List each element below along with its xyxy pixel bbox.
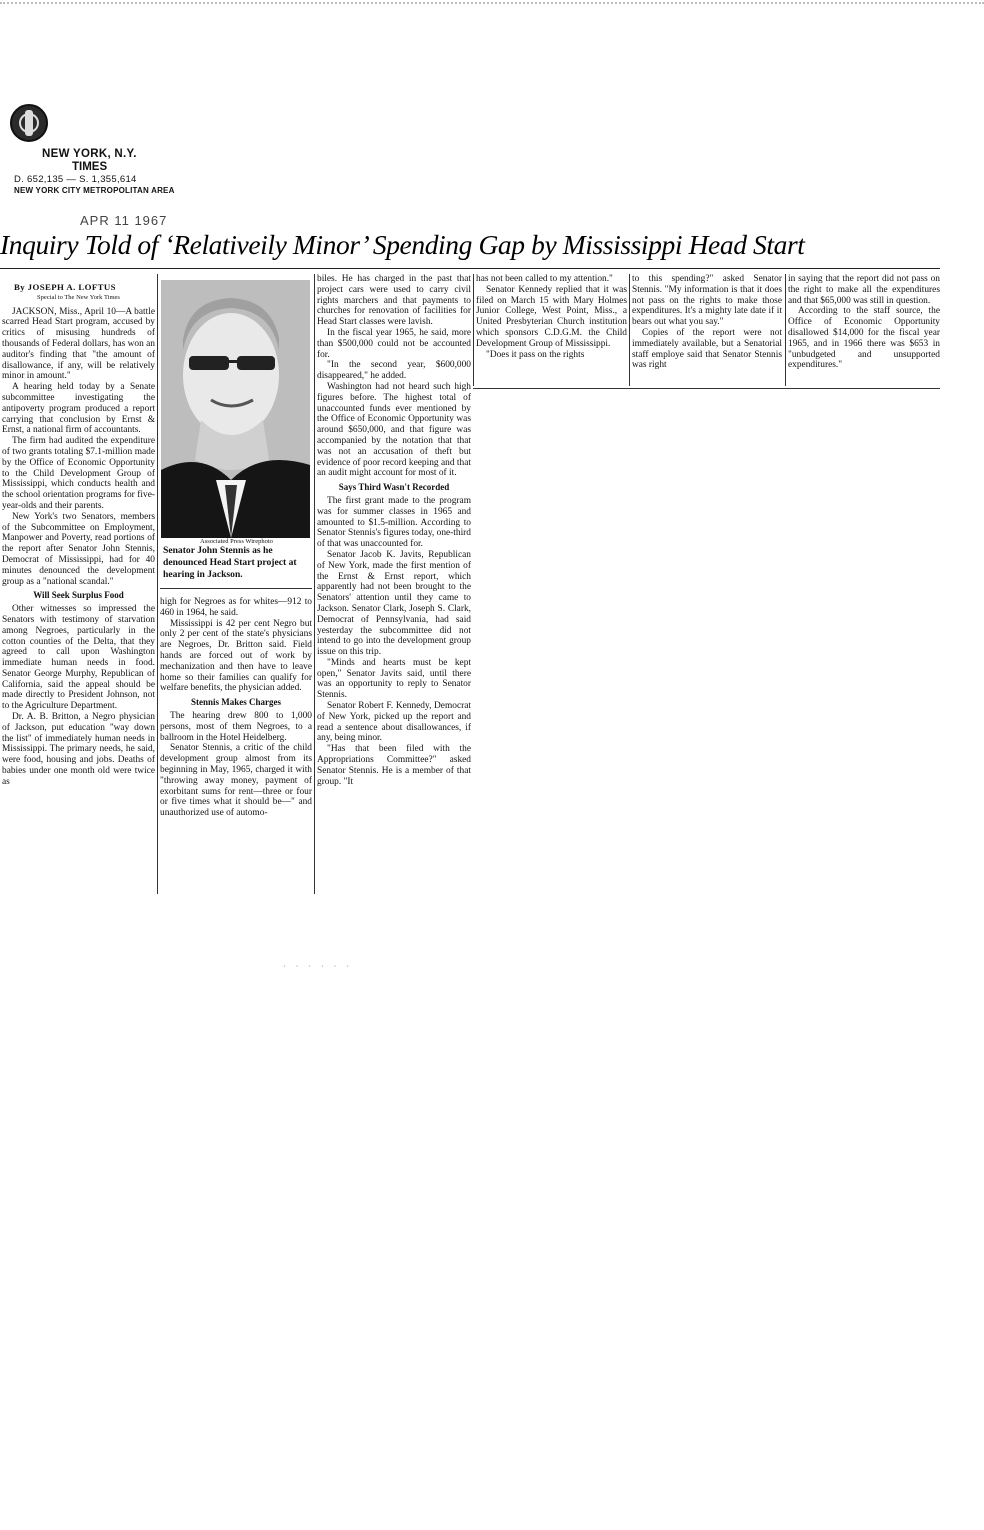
- paragraph: high for Negroes as for whites—912 to 460 in 1964, he said.: [160, 597, 312, 618]
- article-column-5: [632, 274, 782, 371]
- paragraph: The first grant made to the program was for summer classes in 1965 and amounted to $1.5-million. According to Senator Stennis's figures today, one-third of that was unaccounted for.: [317, 495, 471, 550]
- column-rule: [785, 274, 786, 386]
- column-rule: [473, 274, 474, 386]
- paragraph: The firm had audited the expenditure of two grants totaling $7.1-million made by the Office of Economic Opportunity to the Child Development Group of Mississippi, which conducts health and the school orientation programs for five-year-olds and their parents.: [2, 436, 155, 511]
- paragraph: has not been called to my attention.": [476, 274, 613, 284]
- paragraph: Senator Jacob K. Javits, Republican of New York, made the first mention of the Ernst & Ernst report, which apparently had not been brought to the Senators' attention until they came to Jackson. Senator Clark, Joseph S. Clark, Democrat of Pennsylvania, had said yesterday the subcommittee did not intend to go into the development group issue on this trip.: [317, 549, 471, 658]
- article-column-4: [476, 274, 627, 360]
- byline: By JOSEPH A. LOFTUS: [14, 282, 116, 292]
- article-column-6: [788, 274, 940, 371]
- headline-rule: [0, 268, 940, 269]
- article-column-2: [160, 597, 312, 819]
- article-column-3: [317, 274, 471, 787]
- caption-rule: [160, 588, 312, 589]
- senator-stennis-photo: [161, 280, 310, 538]
- circulation-region: NEW YORK CITY METROPOLITAN AREA: [14, 186, 175, 195]
- column-rule: [157, 274, 158, 894]
- paragraph: Senator Robert F. Kennedy, Democrat of New York, picked up the report and read a sentence about disallowances, if any, being minor.: [317, 701, 471, 744]
- paragraph: According to the staff source, the Office of Economic Opportunity disallowed $14,000 for the fiscal year 1965, and in 1966 there was $653 in "unbudgeted and unsupported expenditures.": [788, 306, 940, 371]
- paragraph: In the fiscal year 1965, he said, more than $500,000 could not be accounted for.: [317, 327, 471, 360]
- paragraph: A hearing held today by a Senate subcommittee investigating the antipoverty program produced a report carrying that conclusion by Ernst & Ernst, a national firm of accountants.: [2, 382, 155, 436]
- clipping-service-seal-icon: [10, 104, 48, 142]
- article-headline: Inquiry Told of ‘Relativeily Minor’ Spending Gap by Mississippi Head Start: [0, 229, 805, 260]
- circulation-figures: D. 652,135 — S. 1,355,614: [14, 174, 137, 185]
- page-top-dotted-edge: [0, 2, 984, 4]
- paragraph: Copies of the report were not immediately available, but a Senatorial staff employe said that Senator Stennis was right: [632, 327, 782, 371]
- column-rule: [629, 274, 630, 386]
- paragraph: Dr. A. B. Britton, a Negro physician of Jackson, put education "way down the list" of immediately human needs in Mississippi. The primary needs, he said, were food, housing and jobs. Deaths of babies under one month old were twice as: [2, 712, 155, 787]
- portrait-illustration: [161, 280, 310, 538]
- date-stamp: APR 11 1967: [80, 213, 168, 228]
- paragraph: Senator Stennis, a critic of the child development group almost from its beginning in May, 1965, charged it with "throwing away money, payment of exorbitant sums for rent—three or four or five times what it should be—" and unauthorized use of automo-: [160, 743, 312, 819]
- paragraph: in saying that the report did not pass on the right to make all the expenditures and that $65,000 was still in question.: [788, 274, 940, 306]
- publication-name: NEW YORK, N.Y.: [42, 148, 137, 160]
- paragraph: "Minds and hearts must be kept open," Senator Javits said, until there was an opportunity to reply to Senator Stennis.: [317, 657, 471, 701]
- column-rule: [314, 274, 315, 894]
- paragraph: JACKSON, Miss., April 10—A battle scarred Head Start program, accused by critics of misusing hundreds of thousands of Federal dollars, has won an auditor's finding that "the amount of disallowance, if any, will be relatively minor in amount.": [2, 306, 155, 382]
- paragraph: The hearing drew 800 to 1,000 persons, most of them Negroes, to a ballroom in the Hotel Heidelberg.: [160, 710, 312, 743]
- publication-subtitle: TIMES: [72, 161, 108, 173]
- byline-note: Special to The New York Times: [37, 293, 120, 301]
- subhead: Says Third Wasn't Recorded: [338, 482, 450, 493]
- subhead: Stennis Makes Charges: [190, 697, 281, 708]
- scan-specks: · · · · · ·: [283, 962, 353, 971]
- photo-credit: Associated Press Wirephoto: [200, 538, 273, 545]
- paragraph: Mississippi is 42 per cent Negro but only 2 per cent of the state's physicians are Negroes, Dr. Britton said. Field hands are forced out of work by mechanization and then have to leave home so their families can qualify for welfare benefits, the physician added.: [160, 618, 312, 694]
- paragraph: Washington had not heard such high figures before. The highest total of unaccounted funds ever mentioned by the Office of Economic Opportunity was around $650,000, and that figure was accompanied by the notation that that was not an accusation of theft but evidence of poor record keeping and that an audit might account for most of it.: [317, 381, 471, 479]
- paragraph: "Has that been filed with the Appropriations Committee?" asked Senator Stennis. He is a member of that group. "It: [317, 744, 471, 787]
- paragraph: "In the second year, $600,000 disappeared," he added.: [317, 360, 471, 382]
- subhead: Will Seek Surplus Food: [33, 590, 124, 601]
- paragraph: Senator Kennedy replied that it was filed on March 15 with Mary Holmes Junior College, West Point, Miss., a United Presbyterian Church institution which sponsors C.D.G.M. the Child Development Group of Mississippi.: [476, 284, 627, 349]
- paragraph: "Does it pass on the rights: [486, 349, 585, 360]
- paragraph: to this spending?" asked Senator Stennis. "My information is that it does not pass on the rights to make those expenditures. It's a mighty late date if it bears out what you say.": [632, 274, 782, 328]
- paragraph: biles. He has charged in the past that project cars were used to carry civil rights marchers and that payments to churches for renovation of facilities for Head Start classes were lavish.: [317, 274, 471, 328]
- jump-rule: [473, 388, 940, 389]
- photo-caption: Senator John Stennis as he denounced Head Start project at hearing in Jackson.: [163, 545, 297, 580]
- article-column-1: [2, 274, 155, 788]
- paragraph: New York's two Senators, members of the Subcommittee on Employment, Manpower and Poverty, read portions of the report after Senator John Stennis, Democrat of Mississippi, had for 40 minutes denounced the development group as a "national scandal.": [2, 511, 155, 587]
- paragraph: Other witnesses so impressed the Senators with testimony of starvation among Negroes, particularly in the cotton counties of the Delta, that they agreed to call upon Washington immediate human needs in food. Senator George Murphy, Republican of California, said the appeal should be made directly to President Johnson, not to the Agriculture Department.: [2, 604, 155, 712]
